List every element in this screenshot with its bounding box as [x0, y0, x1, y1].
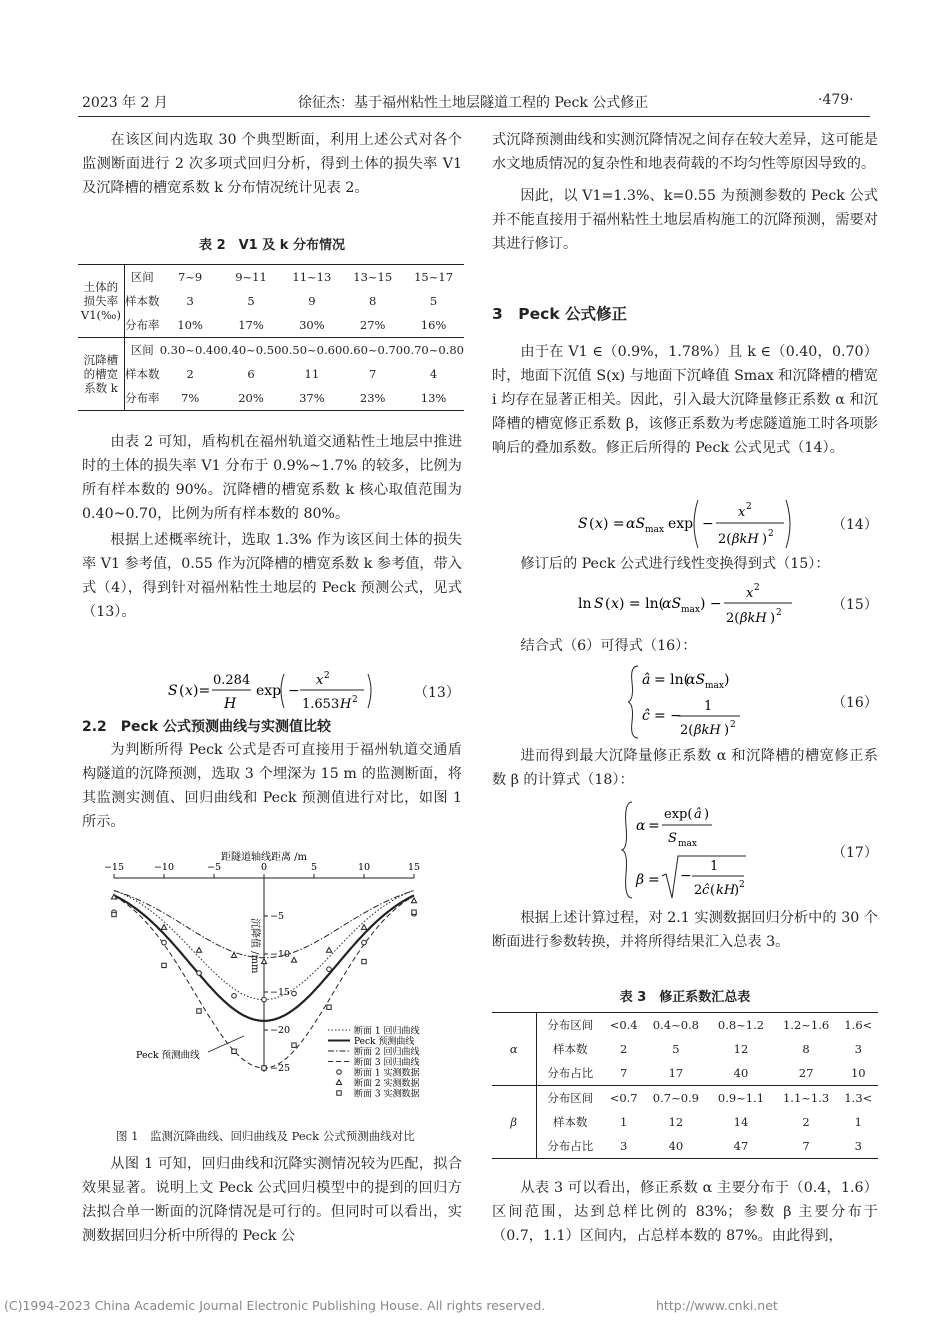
table2-rowname: 区间	[130, 270, 154, 284]
chart-point	[292, 991, 297, 996]
table3-cell: 0.9~1.1	[708, 1086, 773, 1111]
table3-rowname: 样本数	[553, 1042, 588, 1056]
table2-cell: 7~9	[177, 270, 203, 284]
table3-cell: 1.2~1.6	[782, 1018, 830, 1032]
figure-1-caption: 图 1 监测沉降曲线、回归曲线及 Peck 公式预测曲线对比	[116, 1129, 415, 1143]
table2-cell: 6	[247, 367, 255, 381]
left-paragraph-2: 由表 2 可知，盾构机在福州轨道交通粘性土地层中推进时的土体的损失率 V1 分布于 0.9%~1.7% 的较多，比例为所有样本数的 90%。沉降槽的槽宽系数 k 核心取值范围为 0.40~0.70，比例为所有样本数的 80%。 根据上述概率统计，选取 1.3% 作为该区间土体的损失率 V1 参考值，0.55 作为沉降槽的槽宽系数 k 参考值，带入式（4），得到针对福州粘性土地层的 Peck 预测公式，见式（13）。	[82, 434, 462, 620]
chart-point	[112, 912, 116, 916]
chart-x-tick-label: 0	[260, 862, 268, 873]
table2-cell: 9~11	[235, 270, 267, 284]
svg-text:2: 2	[694, 883, 703, 898]
right-paragraph-4: 修订后的 Peck 公式进行线性变换得到式（15）：	[520, 556, 830, 572]
table3-cell: 2	[802, 1115, 810, 1129]
table3-rowname: 分布区间	[547, 1018, 594, 1032]
svg-text:x: x	[316, 673, 324, 688]
svg-text:max: max	[705, 681, 724, 691]
svg-text:H: H	[340, 697, 352, 712]
chart-point	[197, 1009, 201, 1013]
svg-text:S: S	[594, 596, 604, 612]
chart-point	[361, 925, 366, 930]
table3-cell: 1.6<	[844, 1018, 873, 1032]
svg-text:): )	[770, 611, 776, 626]
table3-rowname: 分布占比	[547, 1139, 594, 1153]
svg-text:2(: 2(	[718, 532, 732, 547]
equation-14-number: （14）	[832, 517, 878, 533]
table3-cell: 0.4~0.8	[652, 1018, 699, 1032]
equation-15-number: （15）	[832, 597, 878, 613]
chart-point	[232, 994, 237, 999]
svg-text:kH: kH	[716, 883, 736, 898]
svg-text:αS: αS	[686, 672, 706, 688]
svg-text:ĉ: ĉ	[642, 708, 650, 724]
table2-cell: 2	[186, 367, 194, 381]
svg-text:): )	[734, 883, 740, 898]
table2-cell: 5	[247, 294, 255, 308]
svg-text:1: 1	[704, 699, 713, 714]
svg-text:=: =	[648, 872, 660, 888]
chart-x-tick-label: −5	[206, 862, 222, 873]
table3-cell: 5	[672, 1042, 680, 1056]
table3-cell: 0.7~0.9	[643, 1086, 708, 1111]
table2-cell: 16%	[420, 318, 447, 332]
svg-text:) = ln(: ) = ln(	[619, 596, 665, 612]
table2-cell: 0.50~0.60	[281, 338, 342, 363]
table3-cell: 2	[620, 1042, 628, 1056]
table2-cell: 0.30~0.40	[160, 338, 221, 363]
chart-point	[362, 959, 366, 963]
svg-text:): )	[724, 672, 730, 688]
table2-cell: 0.40~0.50	[221, 338, 282, 363]
section-2-2-heading: 2.2 Peck 公式预测曲线与实测值比较	[82, 719, 332, 735]
table3-cell: 7	[802, 1139, 810, 1153]
table3-rowname: 分布占比	[547, 1066, 594, 1080]
footer-copyright: (C)1994-2023 China Academic Journal Electronic Publishing House. All rights reserved.	[4, 1298, 546, 1313]
svg-text:αS: αS	[626, 516, 646, 532]
table3-cell: 1	[620, 1115, 628, 1129]
svg-text:−: −	[702, 516, 714, 532]
svg-text:β: β	[636, 872, 645, 888]
table2-rowname: 样本数	[125, 367, 160, 381]
chart-point	[291, 957, 296, 962]
chart-legend-label: 断面 1 实测数据	[354, 1068, 420, 1079]
chart-y-tick-label: −5	[270, 911, 285, 922]
svg-text:exp: exp	[256, 683, 282, 699]
svg-text:exp(: exp(	[664, 807, 693, 822]
chart-point	[262, 1066, 266, 1070]
table3-rowname: 样本数	[553, 1115, 588, 1129]
svg-text:x: x	[185, 683, 193, 699]
chart-point	[411, 898, 416, 903]
svg-text:βkH: βkH	[694, 723, 721, 738]
chart-point	[362, 940, 367, 945]
table3-cell: 1.3<	[839, 1086, 878, 1111]
svg-text:max: max	[678, 839, 697, 849]
table3-cell: 14	[733, 1115, 749, 1129]
chart-point	[292, 1043, 296, 1047]
chart-legend-label: 断面 2 实测数据	[354, 1079, 420, 1089]
svg-text:1.653: 1.653	[302, 697, 340, 712]
chart-point	[262, 997, 267, 1002]
table3-cell: 27	[798, 1066, 814, 1080]
chart-x-tick-label: −10	[153, 862, 175, 873]
table3-group-beta: β	[492, 1086, 536, 1159]
equation-16-number: （16）	[832, 695, 878, 711]
table3-cell: 12	[733, 1042, 749, 1056]
table2-caption: 表 2 V1 及 k 分布情况	[199, 238, 345, 253]
table3-group-alpha: α	[492, 1013, 536, 1086]
table3-cell: 1	[854, 1115, 862, 1129]
svg-text:): )	[704, 807, 710, 822]
footer-url[interactable]: http://www.cnki.net	[656, 1298, 778, 1313]
table2	[78, 264, 464, 411]
table2-cell: 11	[304, 367, 320, 381]
right-paragraph-8: 从表 3 可以看出，修正系数 α 主要分布于（0.4，1.6）区间范围，达到总样比例的 83%；参数 β 主要分布于（0.7，1.1）区间内，占总样本数的 87%。由此得到，	[492, 1180, 878, 1244]
right-paragraph-3: 由于在 V1 ∈（0.9%，1.78%）且 k ∈（0.40，0.70）时，地面下沉值 S(x) 与地面下沉峰值 Smax 和沉降槽的槽宽 i 均存在显著正相关。因此，引入最大沉降量修正系数 α 和沉降槽的槽宽修正系数 β，该修正系数为考虑隧道施工时各项影响后的叠加系数。修正后所得的 Peck 公式见式（14）。	[492, 344, 878, 456]
svg-text:S: S	[168, 683, 178, 699]
table2-cell: 10%	[177, 318, 203, 332]
header-title: 徐征杰：基于福州粘性土地层隧道工程的 Peck 公式修正	[298, 95, 649, 111]
table3-cell: <0.7	[604, 1086, 643, 1111]
svg-text:) =: ) =	[603, 516, 625, 532]
table2-cell: 27%	[359, 318, 386, 332]
table3-caption: 表 3 修正系数汇总表	[619, 990, 751, 1005]
chart-xlabel: 距隧道轴线距离 /m	[220, 852, 308, 863]
equation-13	[168, 668, 388, 718]
svg-text:)=: )=	[193, 683, 211, 699]
chart-y-tick-label: −20	[270, 1025, 291, 1036]
table2-cell: 9	[308, 294, 316, 308]
svg-text:x: x	[611, 596, 619, 612]
chart-point	[232, 1049, 236, 1053]
svg-text:2: 2	[746, 502, 752, 512]
svg-text:ln: ln	[578, 596, 592, 612]
chart-point	[162, 940, 167, 945]
chart-legend-swatch	[336, 1080, 341, 1085]
equation-16	[628, 662, 788, 742]
chart-legend-label: 断面 2 回归曲线	[354, 1047, 420, 1058]
svg-text:2: 2	[754, 583, 760, 593]
equation-17	[620, 798, 790, 902]
svg-text:= ln(: = ln(	[654, 672, 690, 688]
chart-point	[197, 971, 202, 976]
table2-group-k: 沉降槽的槽宽系数 k	[78, 338, 124, 411]
svg-text:2: 2	[768, 529, 774, 539]
table2-rowname: 分布率	[125, 391, 160, 405]
svg-text:βkH: βkH	[740, 611, 767, 626]
svg-text:2(: 2(	[680, 723, 694, 738]
table2-cell: 5	[429, 294, 438, 308]
chart-x-tick-label: 10	[357, 862, 371, 873]
table2-group-v1: 土体的损失率V1(‰)	[78, 265, 124, 338]
table2-cell: 20%	[238, 391, 264, 405]
header-page-number: ·479·	[818, 92, 854, 108]
chart-y-tick-label: −15	[270, 987, 291, 998]
svg-text:βkH: βkH	[732, 532, 759, 547]
svg-text:= −: = −	[654, 708, 682, 724]
table2-cell: 37%	[299, 391, 325, 405]
table3-rowname: 分布区间	[536, 1086, 604, 1111]
svg-text:S: S	[578, 516, 588, 532]
svg-text:exp: exp	[668, 516, 694, 532]
svg-text:) −: ) −	[700, 596, 722, 612]
svg-text:2: 2	[324, 671, 330, 681]
table3-cell: 3	[854, 1139, 862, 1153]
chart-y-tick-label: −10	[270, 949, 291, 960]
chart-legend-swatch	[337, 1091, 341, 1095]
left-paragraph-5: 从图 1 可知，回归曲线和沉降实测情况较为匹配，拟合效果显著。说明上文 Peck 公式回归模型中的提到的回归方法拟合单一断面的沉降情况是可行的。但同时可以看出，实测数据回归分析中所得的 Peck 公	[82, 1156, 462, 1244]
svg-text:−: −	[680, 868, 692, 884]
table3-cell: 7	[620, 1066, 628, 1080]
svg-text:x: x	[738, 505, 746, 520]
chart-annotation-leader	[208, 1036, 244, 1052]
left-paragraph-1: 在该区间内选取 30 个典型断面，利用上述公式对各个监测断面进行 2 次多项式回归分析，得到土体的损失率 V1 及沉降槽的槽宽系数 k 分布情况统计见表 2。	[82, 132, 462, 196]
chart-legend-label: 断面 3 回归曲线	[354, 1058, 420, 1068]
table2-cell: 7%	[181, 391, 200, 405]
chart-ylabel: 沉降值 /mm	[249, 918, 260, 974]
table2-rowname: 样本数	[125, 294, 160, 308]
chart-legend-label: Peck 预测曲线	[354, 1037, 415, 1047]
chart-point	[162, 963, 166, 967]
table3-cell: 12	[668, 1115, 684, 1129]
chart-point	[111, 894, 116, 899]
chart-x-tick-label: 15	[407, 862, 421, 873]
table2-cell: 13~15	[353, 270, 393, 284]
equation-13-number: （13）	[414, 685, 460, 701]
table2-cell: 15~17	[414, 270, 454, 284]
table3-cell: 3	[620, 1139, 628, 1153]
table2-cell: 11~13	[292, 270, 332, 284]
svg-text:2: 2	[776, 608, 782, 618]
table3-cell: 8	[802, 1042, 810, 1056]
svg-text:x: x	[595, 516, 603, 532]
equation-13-formula	[168, 668, 388, 714]
table2-cell: 0.70~0.80	[403, 338, 464, 363]
svg-text:2: 2	[739, 880, 745, 890]
chart-x-tick-label: −15	[103, 862, 125, 873]
svg-text:(: (	[710, 883, 716, 898]
table2-cell: 8	[369, 294, 377, 308]
svg-text:1: 1	[710, 859, 719, 874]
svg-text:2: 2	[352, 695, 358, 705]
right-paragraph-6: 进而得到最大沉降量修正系数 α 和沉降槽的槽宽修正系数 β 的计算式（18）：	[492, 748, 878, 788]
chart-point	[327, 1005, 331, 1009]
right-paragraph-7: 根据上述计算过程，对 2.1 实测数据回归分析中的 30 个断面进行参数转换，并将所得结果汇入总表 3。	[492, 910, 878, 950]
svg-text:αS: αS	[662, 596, 682, 612]
figure-1-chart	[96, 848, 436, 1110]
svg-text:max: max	[681, 605, 700, 615]
table3-cell: 40	[733, 1066, 749, 1080]
chart-point	[326, 947, 331, 952]
table3-cell: 40	[668, 1139, 684, 1153]
chart-x-tick-label: 5	[310, 862, 318, 873]
table3-cell: 1.1~1.3	[774, 1086, 839, 1111]
table3-cell: 17	[668, 1066, 684, 1080]
chart-point	[261, 959, 266, 964]
table2-cell: 0.60~0.70	[342, 338, 403, 363]
chart-point	[327, 967, 332, 972]
svg-text:S: S	[668, 831, 677, 846]
table3-cell: 0.8~1.2	[717, 1018, 765, 1032]
svg-text:(: (	[605, 596, 611, 612]
table3-cell: 3	[854, 1042, 862, 1056]
svg-text:x: x	[746, 586, 754, 601]
equation-14	[578, 496, 798, 552]
table3-cell: 47	[733, 1139, 749, 1153]
chart-y-tick-label: −25	[270, 1063, 291, 1074]
svg-text:0.284: 0.284	[213, 673, 251, 688]
svg-text:2(: 2(	[726, 611, 740, 626]
chart-legend-label: 断面 1 回归曲线	[354, 1026, 420, 1037]
table2-cell: 4	[429, 367, 438, 381]
svg-text:α: α	[636, 818, 646, 834]
header-date: 2023 年 2 月	[82, 95, 168, 111]
svg-text:(: (	[589, 516, 595, 532]
svg-text:â: â	[694, 807, 702, 822]
table2-rowname: 分布率	[125, 318, 160, 332]
table2-cell: 23%	[359, 391, 386, 405]
svg-text:H: H	[224, 696, 237, 712]
svg-text:max: max	[645, 525, 664, 535]
chart-point	[161, 925, 166, 930]
chart-annotation: Peck 预测曲线	[136, 1050, 200, 1061]
table3	[492, 1012, 878, 1159]
table2-cell: 13%	[420, 391, 447, 405]
svg-text:): )	[762, 532, 768, 547]
equation-15	[578, 580, 808, 630]
header-rule	[78, 116, 870, 117]
chart-point	[231, 953, 236, 958]
table2-cell: 7	[369, 367, 377, 381]
chart-point	[412, 910, 416, 914]
table2-cell: 17%	[238, 318, 264, 332]
chart-legend-swatch	[337, 1070, 342, 1075]
left-paragraph-4: 为判断所得 Peck 公式是否可直接用于福州轨道交通盾构隧道的沉降预测，选取 3 个埋深为 15 m 的监测断面，将其监测实测值、回归曲线和 Peck 预测值进行对比，如图 1 所示。	[82, 742, 462, 830]
svg-text:): )	[724, 723, 730, 738]
svg-text:=: =	[648, 818, 660, 834]
right-paragraph-5: 结合式（6）可得式（16）：	[520, 638, 697, 654]
chart-point	[196, 947, 201, 952]
table3-cell: 10	[850, 1066, 866, 1080]
svg-text:2: 2	[730, 720, 736, 730]
chart-legend-label: 断面 3 实测数据	[354, 1089, 420, 1100]
table2-cell: 30%	[299, 318, 325, 332]
svg-text:â: â	[642, 672, 651, 688]
table3-cell: <0.4	[609, 1018, 638, 1032]
svg-text:−: −	[288, 683, 300, 699]
table2-cell: 3	[186, 294, 194, 308]
right-paragraph-1: 式沉降预测曲线和实测沉降情况之间存在较大差异，这可能是水文地质情况的复杂性和地表荷载的不均匀性等原因导致的。 因此，以 V1=1.3%、k=0.55 为预测参数的 Peck 公式并不能直接用于福州粘性土地层盾构施工的沉降预测，需要对其进行修订。	[492, 132, 878, 252]
equation-17-number: （17）	[832, 845, 878, 861]
svg-text:ĉ: ĉ	[702, 883, 710, 898]
section-3-heading: 3 Peck 公式修正	[492, 305, 628, 323]
table2-rowname: 区间	[124, 338, 159, 363]
svg-text:(: (	[179, 683, 185, 699]
